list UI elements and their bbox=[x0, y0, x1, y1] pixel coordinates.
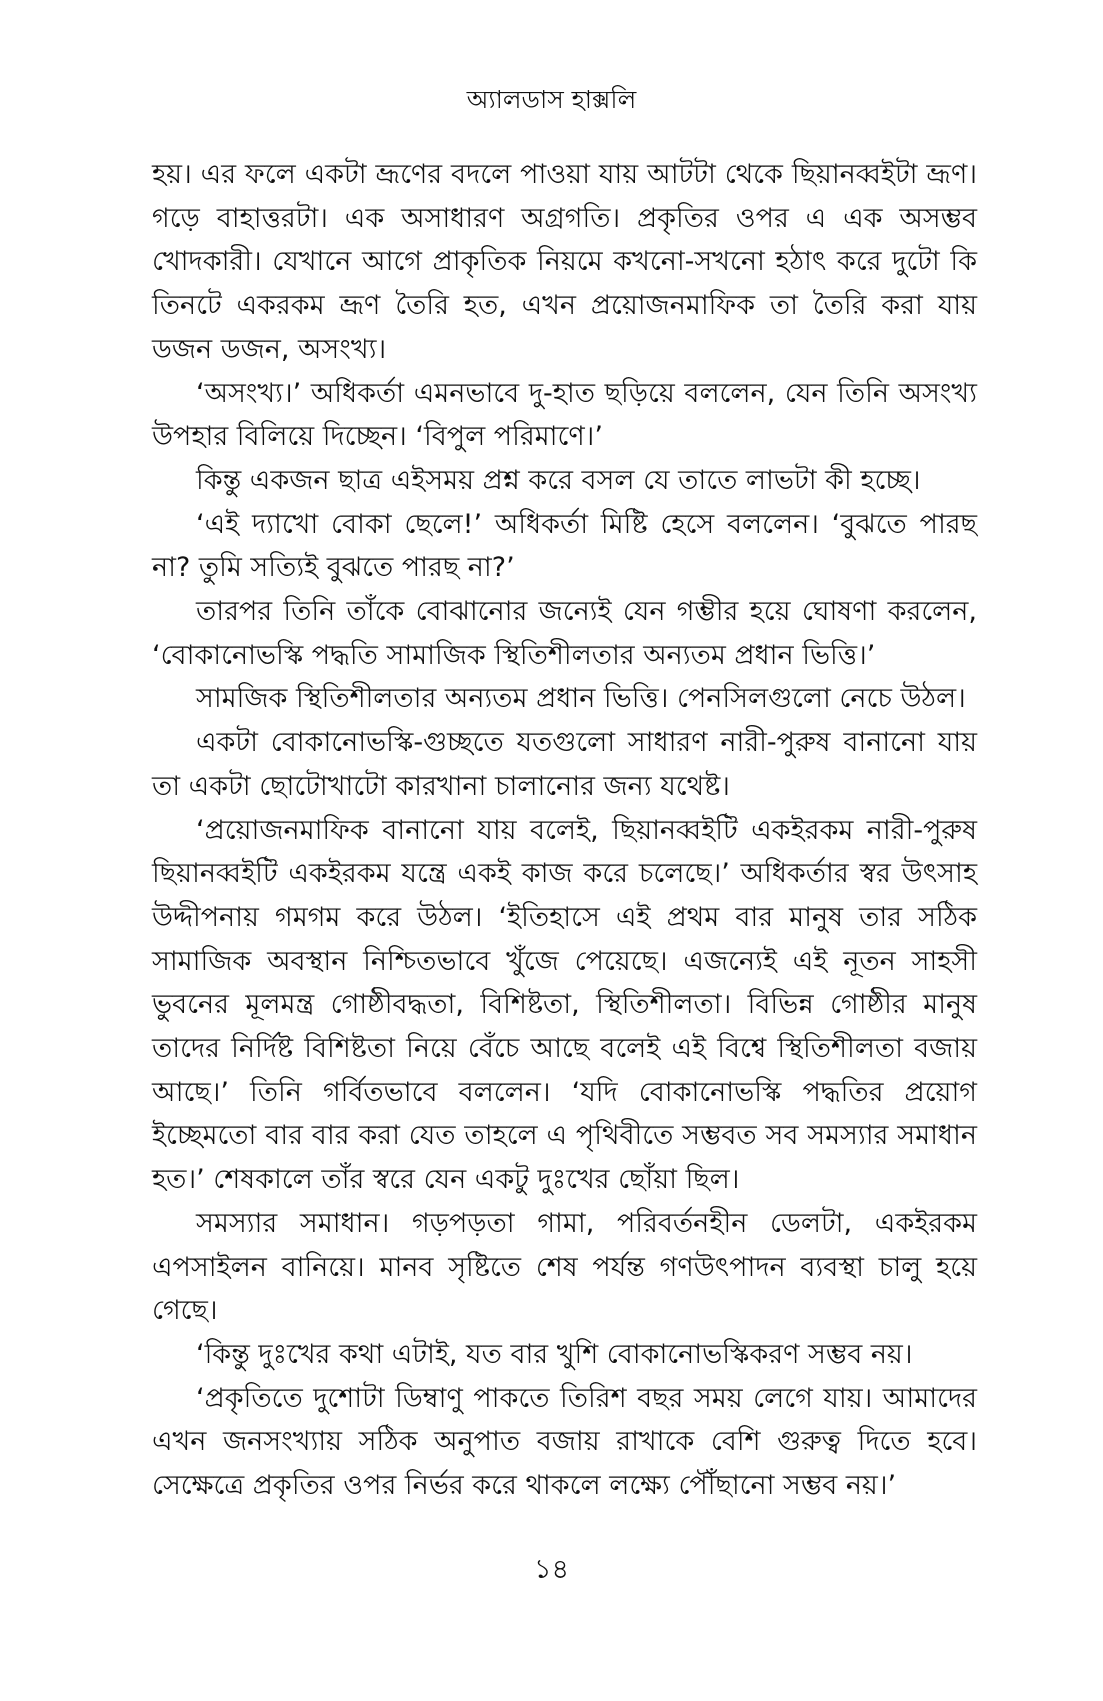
running-head-title: অ্যালডাস হাক্সলি bbox=[466, 85, 637, 114]
paragraph: ‘অসংখ্য।’ অধিকর্তা এমনভাবে দু-হাত ছড়িয়ে বললেন, যেন তিনি অসংখ্য উপহার বিলিয়ে দিচ্ছেন। ‘বিপুল পরিমাণে।’ bbox=[152, 377, 977, 453]
paragraph: ‘প্রয়োজনমাফিক বানানো যায় বলেই, ছিয়ানব্বইটি একইরকম নারী-পুরুষ ছিয়ানব্বইটি একইরকম যন্ত্রে একই কাজ করে চলেছে।’ অধিকর্তার স্বর উৎসাহ উদ্দীপনায় গমগম করে উঠল। ‘ইতিহাসে এই প্রথম বার মানুষ তার সঠিক সামাজিক অবস্থান নিশ্চিতভাবে খুঁজে পেয়েছে। এজন্যেই এই নূতন সাহসী ভুবনের মূলমন্ত্র গোষ্ঠীবদ্ধতা, বিশিষ্টতা, স্থিতিশীলতা। বিভিন্ন গোষ্ঠীর মানুষ তাদের নির্দিষ্ট বিশিষ্টতা নিয়ে বেঁচে আছে বলেই এই বিশ্বে স্থিতিশীলতা বজায় আছে।’ তিনি গর্বিতভাবে বললেন। ‘যদি বোকানোভস্কি পদ্ধতির প্রয়োগ ইচ্ছেমতো বার বার করা যেত তাহলে এ পৃথিবীতে সম্ভবত সব সমস্যার সমাধান হত।’ শেষকালে তাঁর স্বরে যেন একটু দুঃখের ছোঁয়া ছিল। bbox=[152, 814, 977, 1196]
paragraph: তারপর তিনি তাঁকে বোঝানোর জন্যেই যেন গম্ভীর হয়ে ঘোষণা করলেন, ‘বোকানোভস্কি পদ্ধতি সামাজিক স্থিতিশীলতার অন্যতম প্রধান ভিত্তি।’ bbox=[152, 596, 977, 671]
body-text bbox=[152, 153, 977, 1508]
paragraph: একটা বোকানোভস্কি-গুচ্ছতে যতগুলো সাধারণ নারী-পুরুষ বানানো যায় তা একটা ছোটোখাটো কারখানা চালানোর জন্য যথেষ্ট। bbox=[152, 727, 977, 802]
paragraph: সামজিক স্থিতিশীলতার অন্যতম প্রধান ভিত্তি। পেনসিলগুলো নেচে উঠল। bbox=[196, 683, 966, 715]
paragraph: কিন্তু একজন ছাত্র এইসময় প্রশ্ন করে বসল যে তাতে লাভটা কী হচ্ছে। bbox=[196, 464, 921, 496]
paragraph: ‘প্রকৃতিতে দুশোটা ডিম্বাণু পাকতে তিরিশ বছর সময় লেগে যায়। আমাদের এখন জনসংখ্যায় সঠিক অনুপাত বজায় রাখাকে বেশি গুরুত্ব দিতে হবে। সেক্ষেত্রে প্রকৃতির ওপর নির্ভর করে থাকলে লক্ষ্যে পৌঁছানো সম্ভব নয়।’ bbox=[152, 1382, 977, 1502]
paragraph: হয়। এর ফলে একটা ভ্রূণের বদলে পাওয়া যায় আটটা থেকে ছিয়ানব্বইটা ভ্রূণ। গড়ে বাহাত্তরটা। এক অসাধারণ অগ্রগতি। প্রকৃতির ওপর এ এক অসম্ভব খোদকারী। যেখানে আগে প্রাকৃতিক নিয়মে কখনো-সখনো হঠাৎ করে দুটো কি তিনটে একরকম ভ্রূণ তৈরি হত, এখন প্রয়োজনমাফিক তা তৈরি করা যায় ডজন ডজন, অসংখ্য। bbox=[152, 159, 977, 365]
paragraph: ‘কিন্তু দুঃখের কথা এটাই, যত বার খুশি বোকানোভস্কিকরণ সম্ভব নয়। bbox=[196, 1338, 913, 1370]
page-number: ১৪ bbox=[533, 1554, 570, 1585]
paragraph: ‘এই দ্যাখো বোকা ছেলে!’ অধিকর্তা মিষ্টি হেসে বললেন। ‘বুঝতে পারছ না? তুমি সত্যিই বুঝতে পারছ না?’ bbox=[152, 508, 977, 584]
paragraph: সমস্যার সমাধান। গড়পড়তা গামা, পরিবর্তনহীন ডেলটা, একইরকম এপসাইলন বানিয়ে। মানব সৃষ্টিতে শেষ পর্যন্ত গণউৎপাদন ব্যবস্থা চালু হয়ে গেছে। bbox=[152, 1207, 977, 1327]
